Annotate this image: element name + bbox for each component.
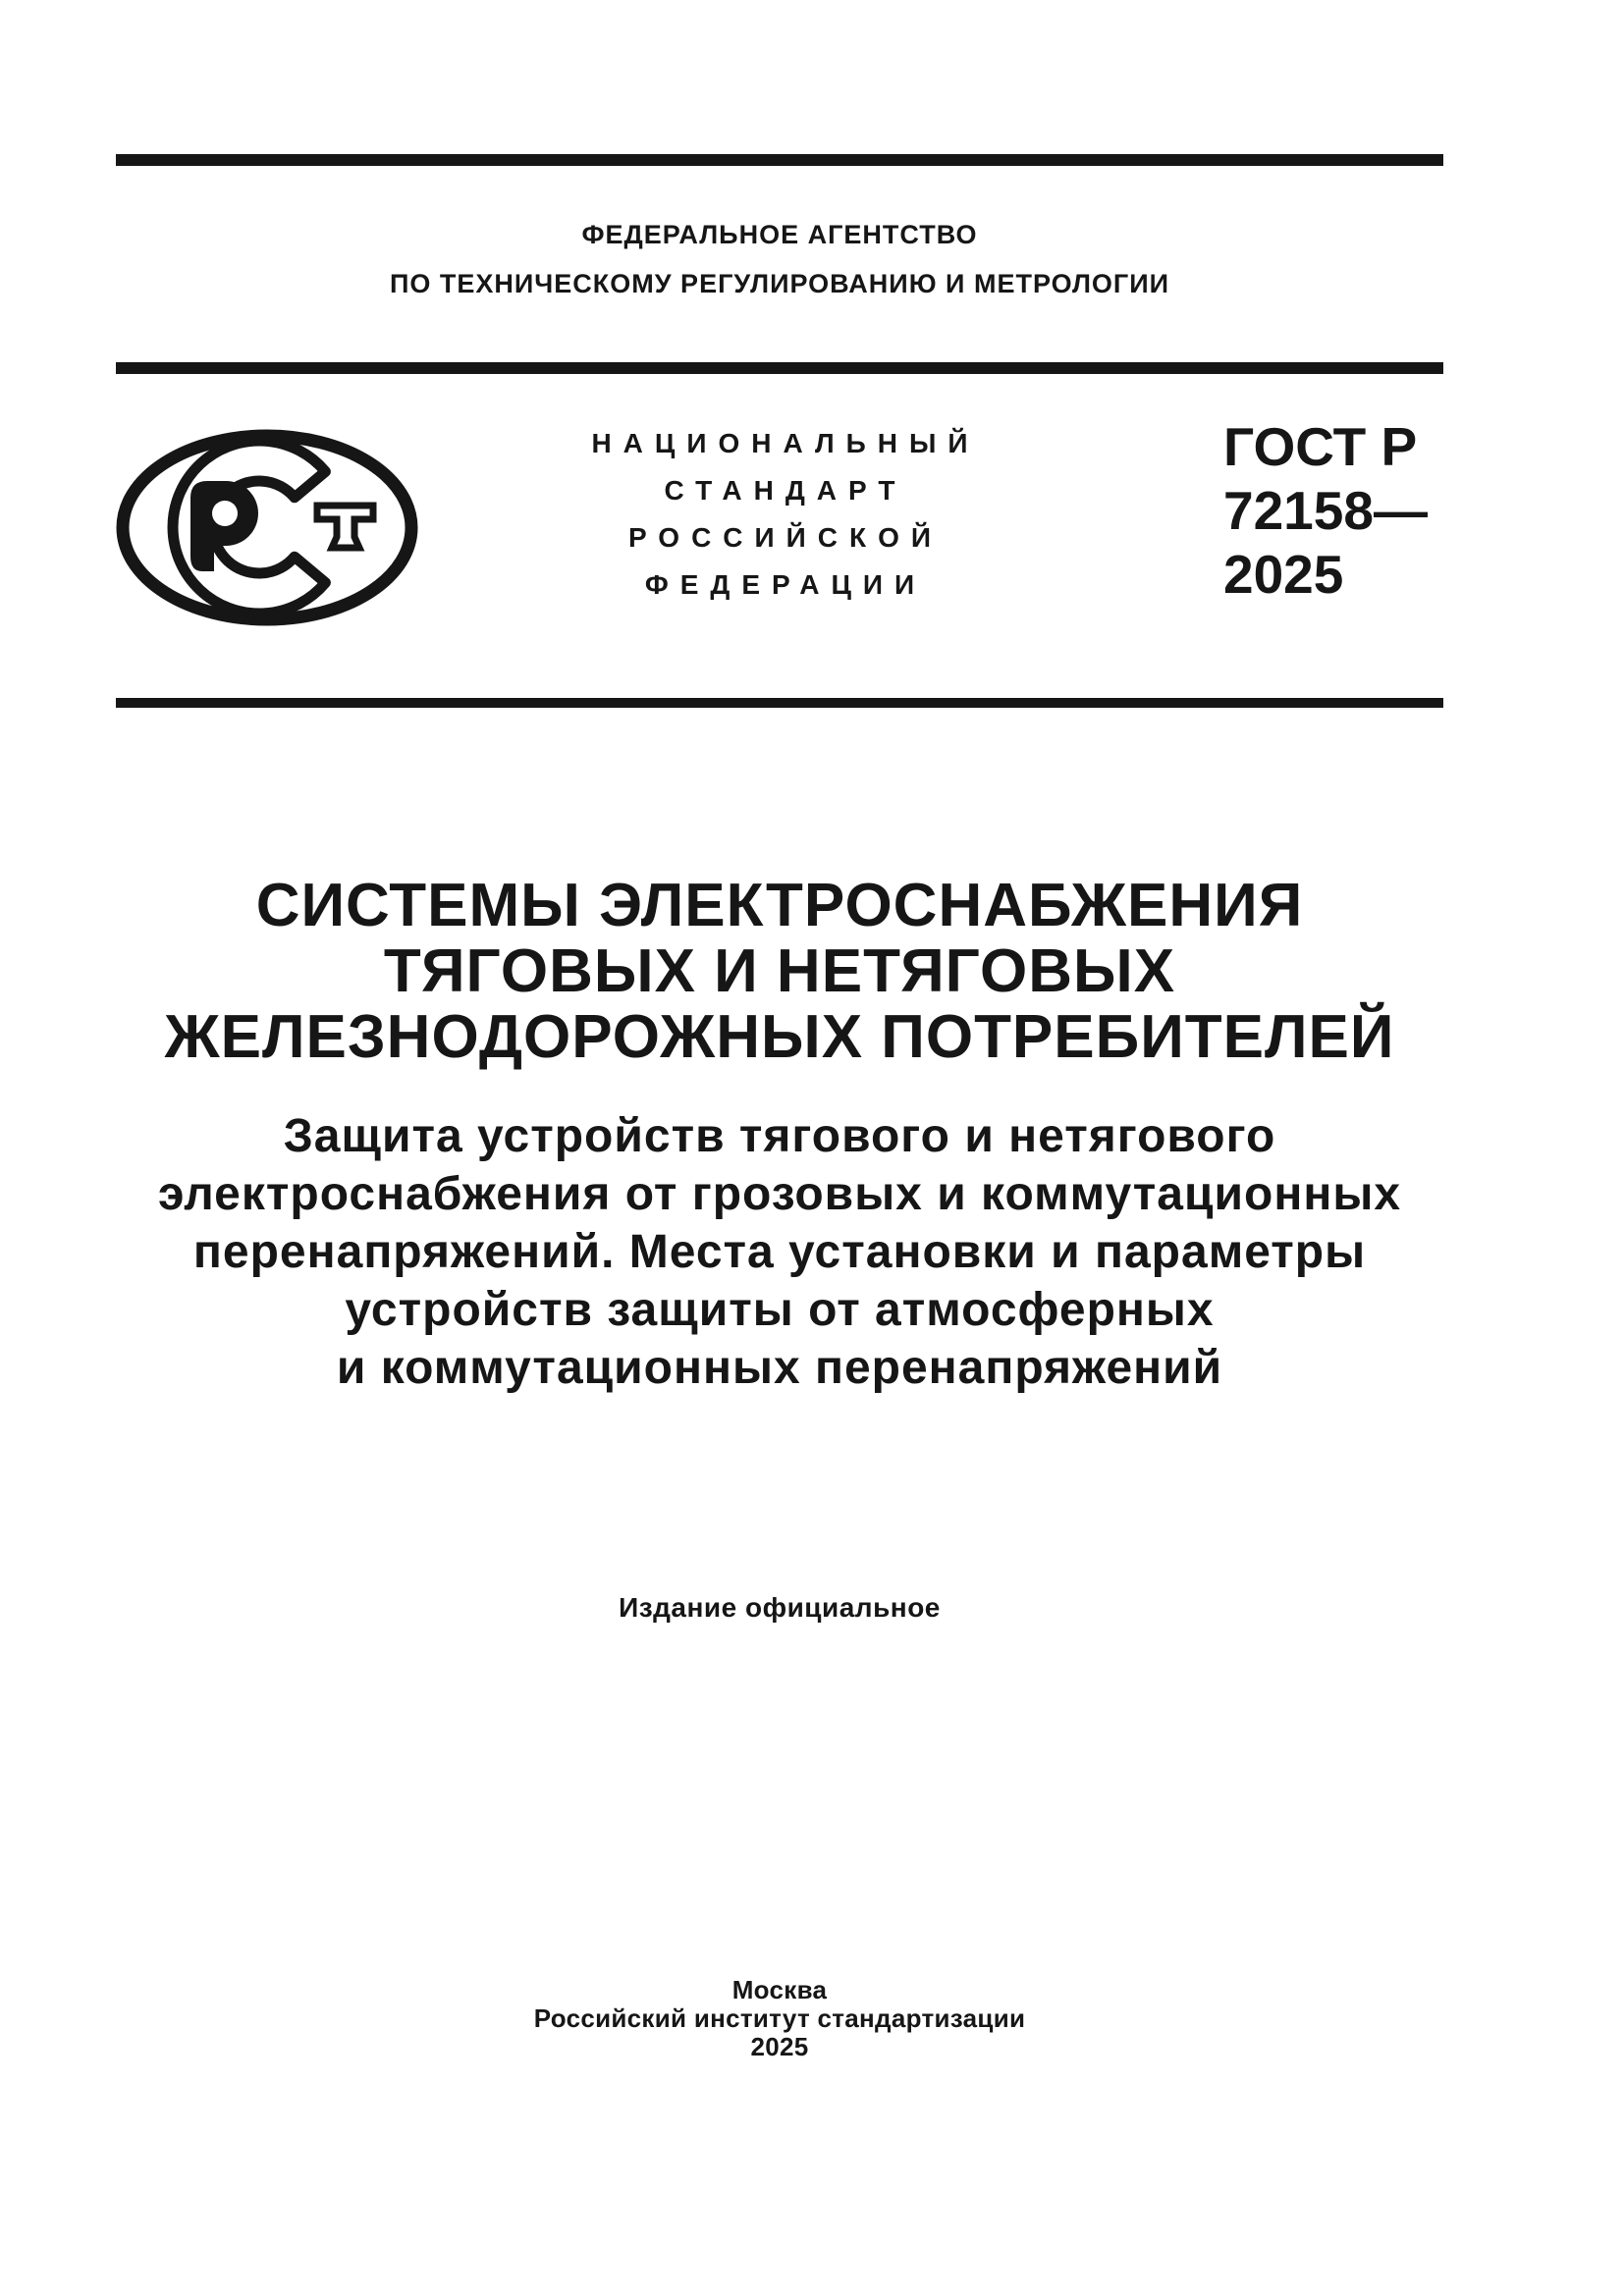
document-title-line: ЖЕЛЕЗНОДОРОЖНЫХ ПОТРЕБИТЕЛЕЙ [164,1003,1395,1071]
standard-type-line: ФЕДЕРАЦИИ [644,569,927,600]
imprint-city: Москва [731,1975,828,2004]
document-title [116,873,1443,1070]
standard-type-line: НАЦИОНАЛЬНЫЙ [591,428,980,458]
document-subtitle-line: и коммутационных перенапряжений [336,1342,1223,1394]
document-subtitle-line: перенапряжений. Места установки и параметры [192,1226,1367,1278]
imprint-block [116,1976,1443,2061]
document-subtitle-line: устройств защиты от атмосферных [345,1284,1215,1336]
standard-designation [1223,415,1428,607]
designation-line: 2025 [1223,544,1344,605]
agency-name-line-1: ФЕДЕРАЛЬНОЕ АГЕНТСТВО [581,220,978,249]
edition-note: Издание официальное [619,1592,941,1623]
agency-name-line-2: ПО ТЕХНИЧЕСКОМУ РЕГУЛИРОВАНИЮ И МЕТРОЛОГИИ [389,269,1170,298]
imprint-year: 2025 [750,2032,809,2061]
document-subtitle-line: электроснабжения от грозовых и коммутационных [157,1168,1402,1220]
designation-line: ГОСТ Р [1223,416,1418,477]
document-title-line: ТЯГОВЫХ И НЕТЯГОВЫХ [383,937,1176,1005]
imprint-publisher: Российский институт стандартизации [533,2003,1026,2033]
separator-bar-lower [116,698,1443,708]
document-title-line: СИСТЕМЫ ЭЛЕКТРОСНАБЖЕНИЯ [255,872,1304,939]
document-subtitle [116,1107,1443,1397]
document-subtitle-line: Защита устройств тягового и нетягового [283,1110,1276,1162]
designation-line: 72158— [1223,480,1428,541]
separator-bar-middle [116,362,1443,374]
separator-bar-top [116,154,1443,166]
standard-type-line: СТАНДАРТ [664,475,907,506]
standard-type-line: РОССИЙСКОЙ [628,522,943,553]
